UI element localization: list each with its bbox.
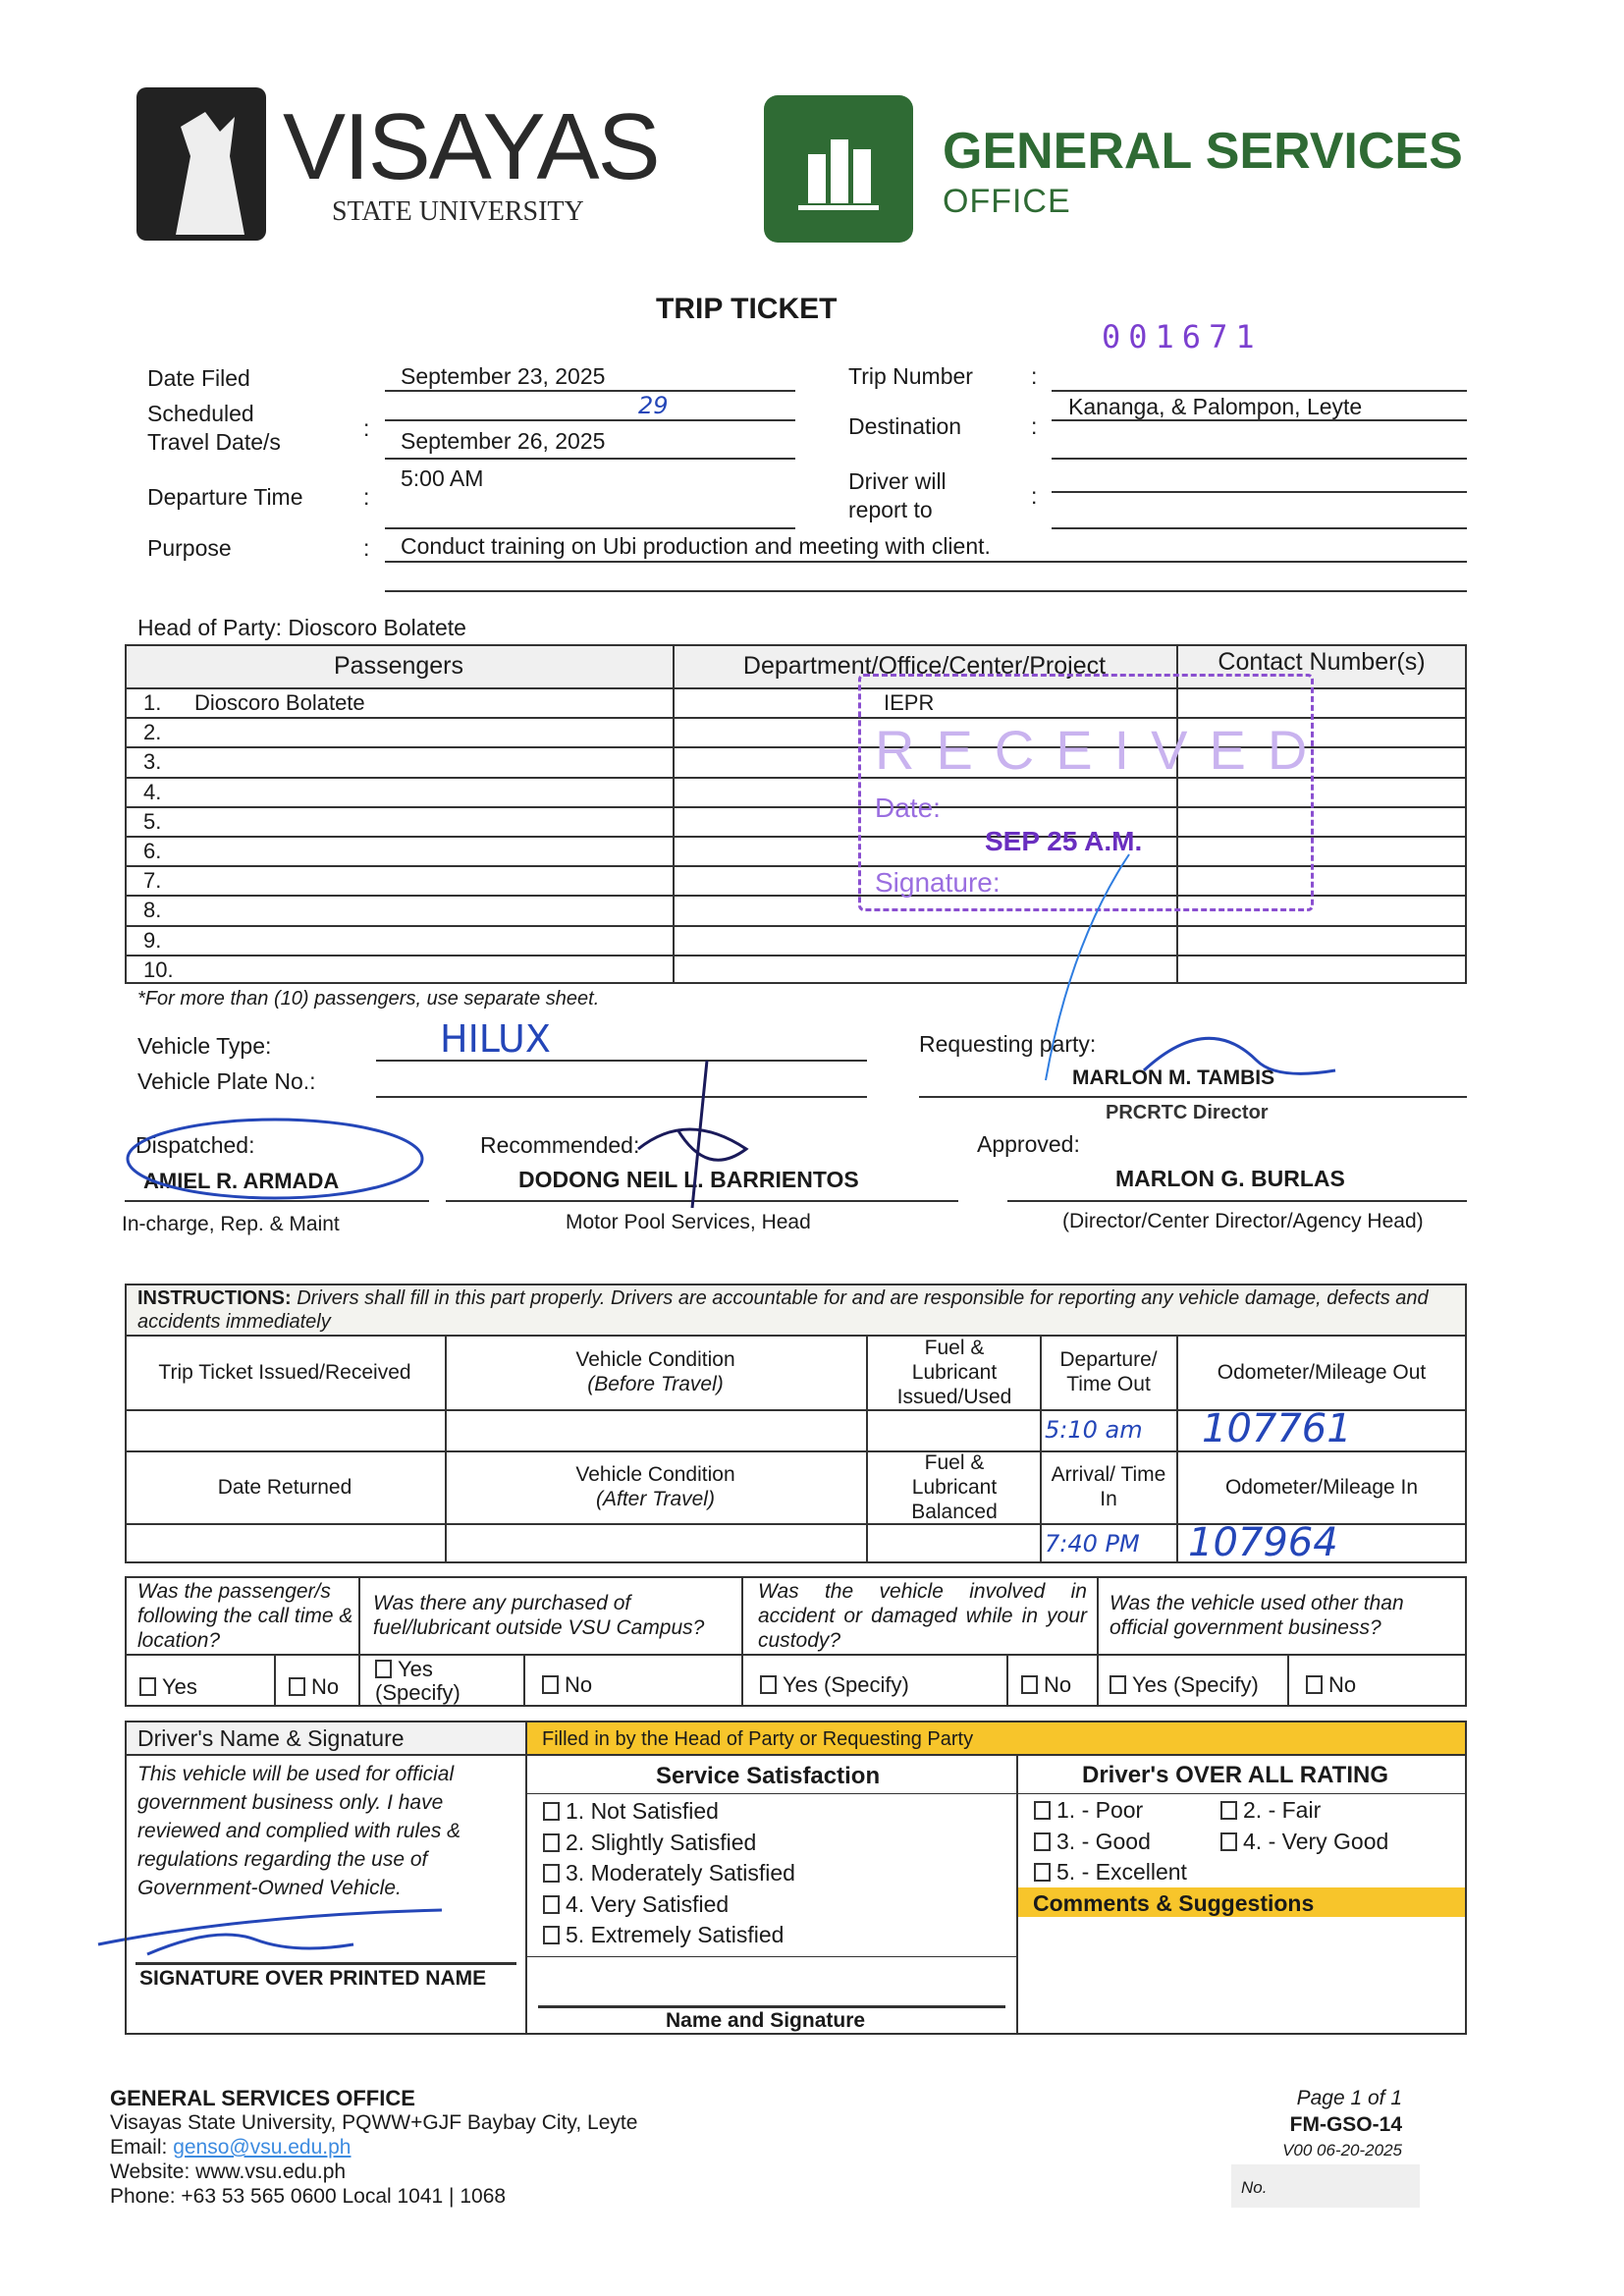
- dispatched-label: Dispatched:: [135, 1132, 255, 1158]
- vehicle-condition-after-header: Vehicle Condition (After Travel): [575, 1463, 735, 1510]
- col-header-passengers: Passengers: [333, 651, 464, 680]
- stamp-date-label: Date:: [875, 793, 941, 823]
- service-option-checkbox[interactable]: 4. Very Satisfied: [543, 1891, 729, 1918]
- passenger-row: 8.: [143, 898, 162, 923]
- colon: :: [363, 535, 370, 561]
- footer-website: Website: www.vsu.edu.ph: [110, 2160, 347, 2183]
- time-out-value[interactable]: 5:10 am: [1045, 1416, 1143, 1444]
- driver-statement: This vehicle will be used for official government business only. I have reviewed and complied with rules & regulations regarding the use of Government-Owned Vehicle.: [137, 1763, 461, 1899]
- form-version: V00 06-20-2025: [1282, 2141, 1402, 2159]
- date-filed-value[interactable]: September 23, 2025: [401, 363, 606, 389]
- service-option-checkbox[interactable]: 5. Extremely Satisfied: [543, 1922, 784, 1948]
- colon: :: [1031, 483, 1038, 509]
- question-other-use: Was the vehicle used other than official government business?: [1110, 1592, 1404, 1639]
- recommended-title: Motor Pool Services, Head: [566, 1211, 811, 1233]
- date-returned-header: Date Returned: [217, 1475, 352, 1499]
- passenger-note: *For more than (10) passengers, use separate sheet.: [137, 988, 600, 1010]
- passenger-row: 10.: [143, 957, 174, 982]
- passenger-row: 4.: [143, 779, 162, 804]
- stamp-received-text: RECEIVED: [875, 719, 1329, 781]
- question-call-time: Was the passenger/s following the call time & location?: [137, 1580, 353, 1652]
- feedback-band: Filled in by the Head of Party or Requesting Party: [542, 1728, 974, 1750]
- form-code: FM-GSO-14: [1289, 2113, 1402, 2136]
- col-header-department: Department/Office/Center/Project: [742, 651, 1107, 680]
- passenger-row: 9.: [143, 927, 162, 953]
- requesting-name: MARLON M. TAMBIS: [1072, 1066, 1275, 1089]
- university-name: VISAYAS: [283, 94, 659, 199]
- odometer-out-value[interactable]: 107761: [1202, 1406, 1352, 1451]
- colon: :: [363, 415, 370, 441]
- departure-label: Departure Time: [147, 484, 303, 510]
- rating-very-good-checkbox[interactable]: 4. - Very Good: [1220, 1829, 1388, 1855]
- fuel-balanced-header: Fuel & Lubricant Balanced: [911, 1450, 998, 1523]
- email-link[interactable]: genso@vsu.edu.ph: [173, 2136, 352, 2159]
- time-in-header: Arrival/ Time In: [1051, 1463, 1166, 1510]
- passenger-name[interactable]: Dioscoro Bolatete: [194, 690, 365, 715]
- dispatched-title: In-charge, Rep. & Maint: [122, 1213, 340, 1235]
- comments-label: Comments & Suggestions: [1033, 1890, 1315, 1916]
- control-number: 001671: [1102, 318, 1263, 355]
- odometer-in-value[interactable]: 107964: [1188, 1520, 1338, 1565]
- head-of-party: Head of Party: Dioscoro Bolatete: [137, 615, 466, 640]
- departure-value[interactable]: 5:00 AM: [401, 465, 484, 491]
- page-title: TRIP TICKET: [656, 293, 838, 325]
- vehicle-condition-before-header: Vehicle Condition (Before Travel): [575, 1348, 735, 1395]
- requesting-title: PRCRTC Director: [1106, 1102, 1269, 1123]
- recommended-name: DODONG NEIL L. BARRIENTOS: [518, 1167, 859, 1192]
- footer-office: GENERAL SERVICES OFFICE: [110, 2086, 415, 2110]
- colon: :: [1031, 363, 1038, 389]
- scheduled-label-2: Travel Date/s: [147, 429, 281, 455]
- vehicle-plate-label: Vehicle Plate No.:: [137, 1068, 316, 1094]
- footer-phone: Phone: +63 53 565 0600 Local 1041 | 1068: [110, 2185, 507, 2208]
- no-label: No.: [1241, 2178, 1268, 2197]
- passenger-dept[interactable]: IEPR: [884, 690, 935, 715]
- rating-fair-checkbox[interactable]: 2. - Fair: [1220, 1797, 1321, 1824]
- dispatched-name: AMIEL R. ARMADA: [143, 1169, 340, 1193]
- approved-title: (Director/Center Director/Agency Head): [1062, 1210, 1424, 1232]
- time-in-value[interactable]: 7:40 PM: [1045, 1530, 1140, 1558]
- question-fuel-purchase: Was there any purchased of fuel/lubricant outside VSU Campus?: [373, 1592, 705, 1639]
- name-signature-label: Name and Signature: [666, 2009, 866, 2032]
- page-number: Page 1 of 1: [1296, 2087, 1402, 2109]
- time-out-header: Departure/ Time Out: [1059, 1348, 1158, 1395]
- q1-yes-checkbox[interactable]: Yes: [139, 1674, 197, 1700]
- signature-label: SIGNATURE OVER PRINTED NAME: [139, 1967, 487, 1990]
- approved-name: MARLON G. BURLAS: [1115, 1166, 1345, 1191]
- q3-no-checkbox[interactable]: No: [1021, 1672, 1071, 1698]
- recommended-label: Recommended:: [480, 1132, 640, 1158]
- q4-yes-checkbox[interactable]: Yes (Specify): [1110, 1672, 1259, 1698]
- driver-report-label-2: report to: [848, 497, 933, 522]
- rating-title: Driver's OVER ALL RATING: [1082, 1762, 1388, 1788]
- q4-no-checkbox[interactable]: No: [1306, 1672, 1356, 1698]
- passenger-row: 5.: [143, 808, 162, 834]
- stamp-date: SEP 25 A.M.: [985, 826, 1143, 856]
- instructions-text: INSTRUCTIONS: Drivers shall fill in this part properly. Drivers are accountable for and are responsible for reporting any vehicle damage, defects and accidents immediately: [137, 1287, 1429, 1333]
- date-filed-label: Date Filed: [147, 365, 250, 391]
- approved-label: Approved:: [977, 1131, 1080, 1157]
- odometer-out-header: Odometer/Mileage Out: [1217, 1360, 1427, 1384]
- scheduled-correction: 29: [638, 392, 669, 419]
- university-sub: STATE UNIVERSITY: [332, 196, 584, 227]
- rating-good-checkbox[interactable]: 3. - Good: [1034, 1829, 1151, 1855]
- rating-poor-checkbox[interactable]: 1. - Poor: [1034, 1797, 1143, 1824]
- requesting-label: Requesting party:: [919, 1031, 1097, 1057]
- footer-email: Email: genso@vsu.edu.ph: [110, 2136, 352, 2159]
- q1-no-checkbox[interactable]: No: [289, 1674, 339, 1700]
- vehicle-type-label: Vehicle Type:: [137, 1033, 272, 1059]
- trip-number-label: Trip Number: [848, 363, 973, 389]
- driver-header: Driver's Name & Signature: [137, 1725, 405, 1751]
- destination-label: Destination: [848, 413, 962, 439]
- purpose-label: Purpose: [147, 535, 232, 561]
- trip-ticket-issued-header: Trip Ticket Issued/Received: [158, 1360, 411, 1384]
- driver-report-label: Driver will: [848, 468, 947, 494]
- comments-field[interactable]: [1018, 1919, 1465, 2033]
- colon: :: [363, 484, 370, 510]
- stamp-signature-label: Signature:: [875, 867, 1001, 898]
- q2-yes-checkbox[interactable]: Yes (Specify): [375, 1657, 460, 1705]
- destination-value[interactable]: Kananga, & Palompon, Leyte: [1068, 394, 1363, 419]
- q2-no-checkbox[interactable]: No: [542, 1672, 592, 1698]
- service-option-checkbox[interactable]: 3. Moderately Satisfied: [543, 1860, 795, 1886]
- footer-address: Visayas State University, PQWW+GJF Baybay City, Leyte: [110, 2111, 638, 2134]
- passenger-row: 2.: [143, 720, 162, 745]
- office-name: GENERAL SERVICES: [943, 123, 1463, 180]
- passenger-row: 6.: [143, 839, 162, 863]
- service-option-checkbox[interactable]: 1. Not Satisfied: [543, 1798, 719, 1825]
- q3-yes-checkbox[interactable]: Yes (Specify): [760, 1672, 909, 1698]
- office-sub: OFFICE: [943, 183, 1071, 220]
- question-accident: Was the vehicle involved in accident or damaged while in your custody?: [758, 1580, 1087, 1652]
- odometer-in-header: Odometer/Mileage In: [1224, 1475, 1419, 1499]
- passenger-row: 1. Dioscoro Bolatete: [143, 690, 365, 715]
- passenger-row: 7.: [143, 868, 162, 894]
- rating-excellent-checkbox[interactable]: 5. - Excellent: [1034, 1859, 1187, 1886]
- service-option-checkbox[interactable]: 2. Slightly Satisfied: [543, 1830, 756, 1856]
- col-header-contact: Contact Number(s): [1218, 647, 1426, 676]
- passenger-row: 3.: [143, 749, 162, 775]
- purpose-value[interactable]: Conduct training on Ubi production and meeting with client.: [401, 533, 991, 559]
- fuel-issued-header: Fuel & Lubricant Issued/Used: [896, 1336, 1012, 1408]
- vehicle-type-value[interactable]: HILUX: [440, 1017, 551, 1061]
- colon: :: [1031, 413, 1038, 439]
- scheduled-label: Scheduled: [147, 401, 254, 426]
- scheduled-value[interactable]: September 26, 2025: [401, 428, 606, 454]
- service-title: Service Satisfaction: [656, 1763, 881, 1789]
